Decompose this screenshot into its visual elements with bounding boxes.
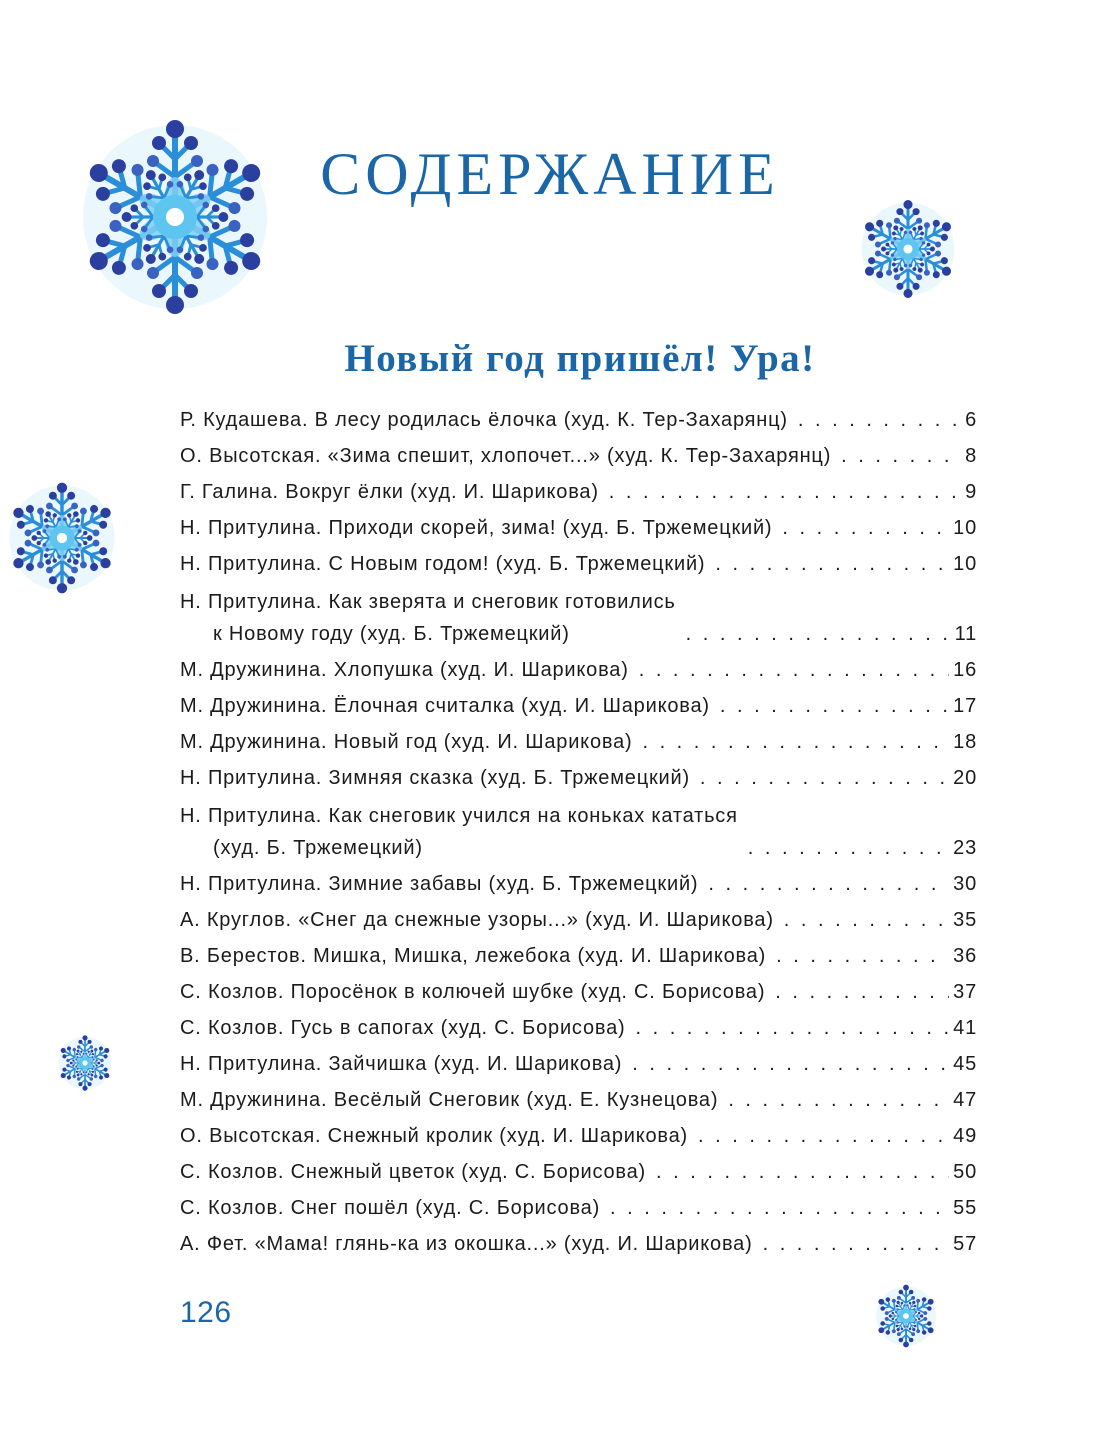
toc-entry-title-continued: к Новому году (худ. Б. Тржемецкий) [213, 623, 570, 645]
toc-entry-title: Н. Притулина. Зимние забавы (худ. Б. Тржемецкий) [180, 873, 699, 895]
toc-page-number: 10 [953, 553, 977, 575]
snowflake-icon [855, 196, 961, 302]
dot-leader [656, 1156, 949, 1188]
toc-entry[interactable] [180, 794, 977, 864]
section-title: Новый год пришёл! Ура! [344, 337, 816, 380]
toc-page-number: 47 [953, 1089, 977, 1111]
dot-leader [610, 1192, 949, 1224]
toc-page-number: 50 [953, 1161, 977, 1183]
toc-entry-title: Н. Притулина. Как снеговик учился на коньках кататься [180, 805, 738, 827]
toc-entry-title: С. Козлов. Снег пошёл (худ. С. Борисова) [180, 1197, 601, 1219]
toc-page-number: 17 [953, 695, 977, 717]
snowflake-icon [2, 478, 122, 598]
toc-entry-title: В. Берестов. Мишка, Мишка, лежебока (худ. И. Шарикова) [180, 945, 767, 967]
toc-page-number: 36 [953, 945, 977, 967]
dot-leader [700, 762, 949, 794]
toc-entry-title: А. Круглов. «Снег да снежные узоры...» (худ. И. Шарикова) [180, 909, 774, 931]
toc-entry-title: Н. Притулина. Приходи скорей, зима! (худ. Б. Тржемецкий) [180, 517, 773, 539]
toc-page-number: 57 [953, 1233, 977, 1255]
toc-entry-title: С. Козлов. Гусь в сапогах (худ. С. Борисова) [180, 1017, 626, 1039]
toc-entry[interactable] [180, 972, 977, 1008]
dot-leader [720, 690, 949, 722]
toc-page-number: 41 [953, 1017, 977, 1039]
dot-leader [639, 654, 949, 686]
dot-leader [698, 1120, 949, 1152]
toc-entry[interactable] [180, 580, 977, 650]
snowflake-icon [872, 1282, 940, 1350]
toc-entry[interactable] [180, 864, 977, 900]
toc-page-number: 23 [953, 837, 977, 859]
toc-entry[interactable] [180, 1080, 977, 1116]
toc-entry-title: О. Высотская. Снежный кролик (худ. И. Шарикова) [180, 1125, 688, 1147]
toc-entry-title: Н. Притулина. Зайчишка (худ. И. Шарикова) [180, 1053, 623, 1075]
toc-entry[interactable] [180, 900, 977, 936]
toc-entry[interactable] [180, 436, 977, 472]
table-of-contents [180, 400, 977, 1260]
toc-page-number: 18 [953, 731, 977, 753]
dot-leader [686, 618, 951, 650]
toc-entry[interactable] [180, 686, 977, 722]
dot-leader [748, 832, 949, 864]
toc-entry-title: М. Дружинина. Весёлый Снеговик (худ. Е. Кузнецова) [180, 1089, 719, 1111]
dot-leader [715, 548, 949, 580]
toc-entry-title: Н. Притулина. Как зверята и снеговик готовились [180, 591, 676, 613]
toc-entry[interactable] [180, 1224, 977, 1260]
toc-entry[interactable] [180, 1152, 977, 1188]
dot-leader [728, 1084, 949, 1116]
toc-entry-title: А. Фет. «Мама! глянь-ка из окошка...» (худ. И. Шарикова) [180, 1233, 753, 1255]
toc-entry[interactable] [180, 508, 977, 544]
toc-entry-title: О. Высотская. «Зима спешит, хлопочет...» (худ. К. Тер-Захарянц) [180, 445, 832, 467]
toc-entry-title: Н. Притулина. Зимняя сказка (худ. Б. Тржемецкий) [180, 767, 690, 789]
toc-entry[interactable] [180, 650, 977, 686]
dot-leader [798, 404, 961, 436]
toc-entry-title: Н. Притулина. С Новым годом! (худ. Б. Тржемецкий) [180, 553, 706, 575]
toc-entry-title: М. Дружинина. Новый год (худ. И. Шарикова) [180, 731, 633, 753]
dot-leader [763, 1228, 950, 1260]
dot-leader [784, 904, 949, 936]
dot-leader [775, 976, 949, 1008]
toc-page-number: 55 [953, 1197, 977, 1219]
toc-page-number: 9 [965, 481, 977, 503]
toc-entry-title: М. Дружинина. Ёлочная считалка (худ. И. Шарикова) [180, 695, 710, 717]
dot-leader [642, 726, 949, 758]
toc-entry[interactable] [180, 400, 977, 436]
dot-leader [782, 512, 949, 544]
dot-leader [776, 940, 949, 972]
toc-entry-title: С. Козлов. Снежный цветок (худ. С. Борисова) [180, 1161, 647, 1183]
toc-entry-title-continued: (худ. Б. Тржемецкий) [213, 837, 423, 859]
toc-page-number: 49 [953, 1125, 977, 1147]
dot-leader [708, 868, 949, 900]
page-title: СОДЕРЖАНИЕ [320, 141, 780, 207]
toc-entry-title: Р. Кудашева. В лесу родилась ёлочка (худ. К. Тер-Захарянц) [180, 409, 788, 431]
toc-entry[interactable] [180, 936, 977, 972]
toc-entry-title: Г. Галина. Вокруг ёлки (худ. И. Шарикова) [180, 481, 599, 503]
toc-entry[interactable] [180, 1008, 977, 1044]
toc-page-number: 45 [953, 1053, 977, 1075]
snowflake-icon [55, 1033, 115, 1093]
toc-page-number: 6 [965, 409, 977, 431]
toc-page-number: 37 [953, 981, 977, 1003]
page-number: 126 [180, 1296, 232, 1329]
toc-entry[interactable] [180, 544, 977, 580]
toc-page-number: 8 [965, 445, 977, 467]
toc-page-number: 10 [953, 517, 977, 539]
toc-entry[interactable] [180, 1188, 977, 1224]
toc-entry-title: М. Дружинина. Хлопушка (худ. И. Шарикова) [180, 659, 629, 681]
toc-entry[interactable] [180, 722, 977, 758]
toc-page-number: 35 [953, 909, 977, 931]
toc-page-number: 20 [953, 767, 977, 789]
dot-leader [609, 476, 961, 508]
dot-leader [841, 440, 961, 472]
dot-leader [632, 1048, 949, 1080]
toc-entry[interactable] [180, 1116, 977, 1152]
toc-entry-title: С. Козлов. Поросёнок в колючей шубке (худ. С. Борисова) [180, 981, 766, 1003]
dot-leader [635, 1012, 949, 1044]
toc-page-number: 16 [953, 659, 977, 681]
toc-page-number: 11 [954, 623, 977, 645]
toc-page-number: 30 [953, 873, 977, 895]
toc-entry[interactable] [180, 758, 977, 794]
toc-entry[interactable] [180, 472, 977, 508]
toc-entry[interactable] [180, 1044, 977, 1080]
